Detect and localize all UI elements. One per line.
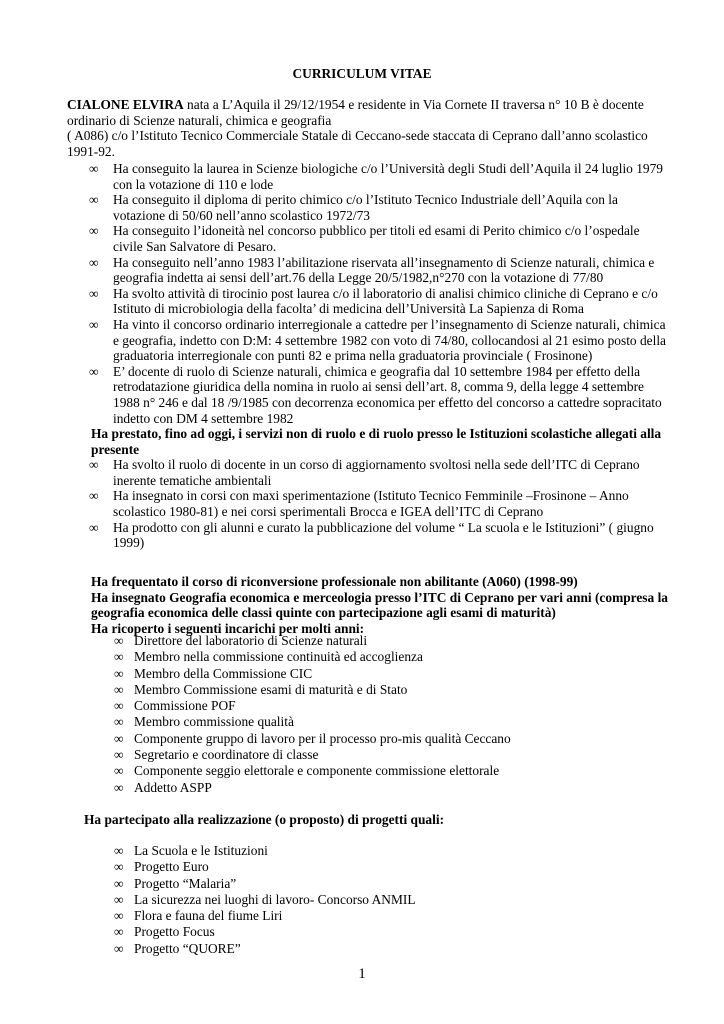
list-item: ∞ E’ docente di ruolo di Scienze naturali, chimica e geografia dal 10 settembre 1984 per effetto della retrodatazione giuridica della nomina in ruolo ai sensi dell’art. 8, comma 9, della legge 4 settembre 1988 n° 246 e dal 18 /9/1985 con decorrenza economica per effetto del concorso a cattedre sopracitato indetto con DM 4 settembre 1982 — [89, 363, 662, 426]
list-item: ∞ Progetto Focus — [114, 924, 215, 940]
list-item: ∞ Direttore del laboratorio di Scienze naturali — [114, 633, 368, 648]
bullet-icon: ∞ — [89, 457, 99, 473]
bullet-icon: ∞ — [114, 763, 124, 779]
bullet-icon: ∞ — [114, 665, 124, 681]
list-item: ∞ Ha conseguito l’idoneità nel concorso pubblico per titoli ed esami di Perito chimico c/o l’ospedale civile San Salvatore di Pesaro. — [89, 223, 640, 254]
intro-text: nata a L’Aquila il 29/12/1954 e residente in Via Cornete II traversa n° 10 B è docente ordinario di Scienze naturali, chimica e geografia — [67, 97, 644, 128]
list-item: ∞ Membro della Commissione CIC — [114, 665, 313, 681]
bullet-icon: ∞ — [114, 698, 124, 714]
list-item: ∞ Ha vinto il concorso ordinario interregionale a cattedre per l’insegnamento di Scienze naturali, chimica e geografia, indetto con D:M: 4 settembre 1982 con voto di 74/80, collocandosi al 21 esimo posto della graduatoria interregionale con punti 82 e prima nella graduatoria provinciale ( Frosinone) — [89, 316, 666, 364]
document-title: CURRICULUM VITAE — [292, 66, 432, 81]
teaching-statement: Ha insegnato Geografia economica e merceologia presso l’ITC di Ceprano per vari anni (compresa la geografia economica delle classi quinte con partecipazione agli esami di maturità) — [91, 589, 668, 621]
bullet-icon: ∞ — [114, 779, 124, 795]
servizi-heading: Ha prestato, fino ad oggi, i servizi non di ruolo e di ruolo presso le Istituzioni scolastiche allegati alla presente — [91, 426, 662, 457]
bullet-icon: ∞ — [114, 747, 124, 763]
list-item: ∞ Ha prodotto con gli alunni e curato la pubblicazione del volume “ La scuola e le Istituzioni” ( giugno 1999) — [89, 519, 654, 551]
list-item: ∞ La sicurezza nei luoghi di lavoro- Concorso ANMIL — [114, 891, 416, 907]
bullet-icon: ∞ — [114, 714, 124, 730]
person-name: CIALONE ELVIRA — [67, 97, 184, 112]
list-item: ∞ Ha conseguito il diploma di perito chimico c/o l’Istituto Tecnico Industriale dell’Aquila con la votazione di 50/60 nell’anno scolastico 1972/73 — [89, 192, 618, 223]
projects-list — [67, 843, 667, 957]
bullet-icon: ∞ — [114, 940, 124, 956]
bullet-icon: ∞ — [89, 316, 99, 332]
list-item: ∞ Componente seggio elettorale e componente commissione elettorale — [114, 763, 500, 779]
bullet-icon: ∞ — [89, 223, 99, 239]
list-item: ∞ Membro commissione qualità — [114, 714, 294, 730]
list-item: ∞ La Scuola e le Istituzioni — [114, 843, 268, 858]
list-item: ∞ Ha svolto il ruolo di docente in un corso di aggiornamento svoltosi nella sede dell’ITC di Ceprano inerente tematiche ambientali — [89, 457, 640, 488]
list-item: ∞ Ha conseguito nell’anno 1983 l’abilitazione riservata all’insegnamento di Scienze naturali, chimica e geografia indetta ai sensi dell’art.76 della Legge 20/5/1982,n°270 con la votazione di 77/80 — [89, 254, 655, 286]
bullet-icon: ∞ — [114, 859, 124, 875]
page-number: 1 — [358, 966, 366, 982]
bullet-icon: ∞ — [114, 730, 124, 746]
projects-heading: Ha partecipato alla realizzazione (o proposto) di progetti quali: — [84, 812, 445, 827]
bullet-icon: ∞ — [89, 192, 99, 208]
bullet-icon: ∞ — [114, 681, 124, 697]
bullet-icon: ∞ — [114, 843, 124, 858]
list-item: ∞ Ha conseguito la laurea in Scienze biologiche c/o l’Università degli Studi dell’Aquila il 24 luglio 1979 con la votazione di 110 e lode — [89, 161, 664, 192]
list-item: ∞ Ha insegnato in corsi con maxi sperimentazione (Istituto Tecnico Femminile –Frosinone – Anno scolastico 1980-81) e nei corsi sperimentali Brocca e IGEA dell’ITC di Ceprano — [89, 488, 629, 520]
bullet-icon: ∞ — [89, 161, 99, 176]
list-item: ∞ Progetto “QUORE” — [114, 940, 241, 956]
bullet-icon: ∞ — [89, 363, 99, 379]
bullet-icon: ∞ — [114, 633, 124, 648]
list-item: ∞ Segretario e coordinatore di classe — [114, 747, 319, 763]
bullet-icon: ∞ — [114, 924, 124, 940]
list-item: ∞ Commissione POF — [114, 698, 236, 714]
list-item: ∞ Membro Commissione esami di maturità e di Stato — [114, 681, 408, 697]
list-item: ∞ Progetto Euro — [114, 859, 209, 875]
bold-statements — [91, 574, 671, 636]
course-statement: Ha frequentato il corso di riconversione professionale non abilitante (A060) (1998-99) — [91, 574, 578, 589]
bullet-icon: ∞ — [114, 891, 124, 907]
bullet-icon: ∞ — [89, 488, 99, 504]
roles-heading: Ha ricoperto i seguenti incarichi per molti anni: — [91, 620, 365, 636]
bullet-icon: ∞ — [114, 649, 124, 665]
list-item: ∞ Componente gruppo di lavoro per il processo pro-mis qualità Ceccano — [114, 730, 511, 746]
roles-list — [67, 633, 667, 796]
intro-text-2: ( A086) c/o l’Istituto Tecnico Commerciale Statale di Ceccano-sede staccata di Ceprano dall’anno scolastico 1991-92. — [67, 128, 648, 159]
list-item: ∞ Ha svolto attività di tirocinio post laurea c/o il laboratorio di analisi chimico cliniche di Ceprano e c/o Istituto di microbiologia della facolta’ di medicina dell’Università La Sapienza di Roma — [89, 285, 658, 317]
bullet-icon: ∞ — [114, 908, 124, 924]
intro-paragraph — [67, 97, 667, 159]
bullet-icon: ∞ — [89, 254, 99, 270]
bullet-icon: ∞ — [89, 519, 99, 535]
qualifications-list — [67, 161, 667, 551]
list-item: ∞ Progetto “Malaria” — [114, 875, 237, 891]
bullet-icon: ∞ — [89, 285, 99, 301]
list-item: ∞ Addetto ASPP — [114, 779, 212, 795]
list-item: ∞ Flora e fauna del fiume Liri — [114, 908, 283, 924]
bullet-icon: ∞ — [114, 875, 124, 891]
list-item: ∞ Membro nella commissione continuità ed accoglienza — [114, 649, 423, 665]
